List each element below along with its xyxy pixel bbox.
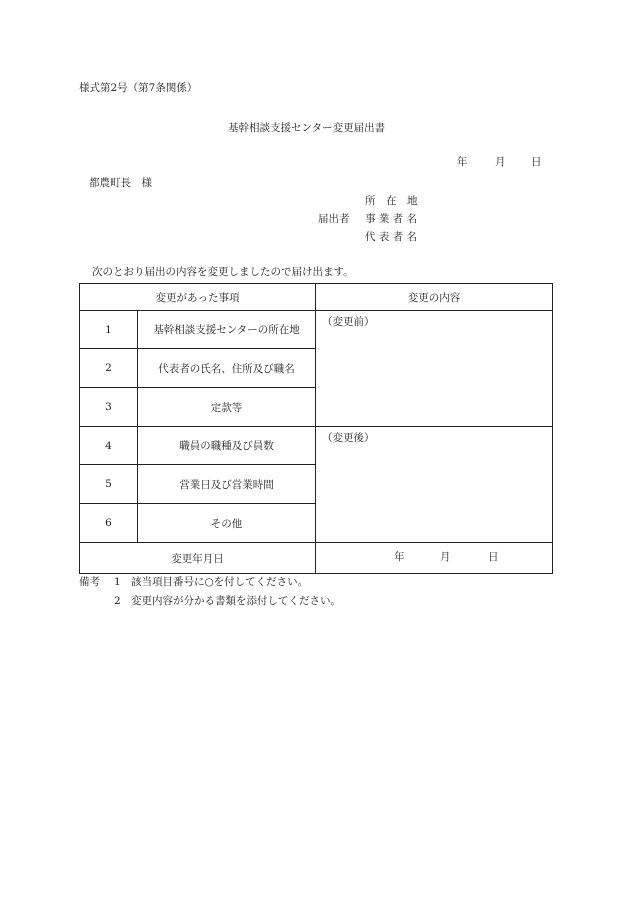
date-year-label: 年	[457, 156, 468, 168]
row-item: その他	[138, 504, 316, 543]
row-item: 職員の職種及び員数	[138, 427, 316, 465]
table-row	[80, 427, 553, 465]
row-item: 定款等	[138, 388, 316, 427]
row-item: 基幹相談支援センターの所在地	[138, 311, 316, 349]
row-number: 5	[80, 465, 138, 504]
note-text: 該当項目番号に○を付してください。	[131, 576, 309, 588]
note-text: 変更内容が分かる書類を添付してください。	[131, 595, 341, 607]
before-change-label: （変更前）	[322, 316, 375, 328]
date-day-label: 日	[531, 156, 542, 168]
date-month-label: 月	[495, 156, 506, 168]
change-form-table	[79, 283, 553, 574]
change-date-month: 月	[440, 551, 451, 563]
header-changed-items: 変更があった事項	[80, 284, 316, 311]
row-item: 代表者の氏名、住所及び職名	[138, 349, 316, 388]
table-header-row	[80, 284, 553, 311]
table-row	[80, 311, 553, 349]
change-date-year: 年	[394, 551, 405, 563]
header-change-content: 変更の内容	[316, 284, 553, 311]
applicant-label: 届出者	[318, 213, 350, 225]
intro-text: 次のとおり届出の内容を変更しましたので届け出ます。	[92, 266, 354, 278]
change-date-label: 変更年月日	[80, 543, 316, 574]
change-date-day: 日	[488, 551, 499, 563]
row-number: 6	[80, 504, 138, 543]
row-number: 2	[80, 349, 138, 388]
change-date-cell	[316, 543, 553, 574]
change-date-row	[80, 543, 553, 574]
notes-label: 備考	[79, 576, 100, 588]
form-reference: 様式第2号（第7条関係）	[79, 82, 198, 94]
applicant-address-label: 所 在 地	[365, 195, 418, 207]
document-title: 基幹相談支援センター変更届出書	[228, 122, 386, 134]
note-number: 1	[114, 576, 121, 588]
applicant-representative-label: 代 表 者 名	[365, 231, 418, 243]
row-number: 3	[80, 388, 138, 427]
note-number: 2	[114, 595, 121, 607]
after-change-label: （変更後）	[322, 432, 375, 444]
row-number: 4	[80, 427, 138, 465]
after-change-cell	[316, 427, 553, 543]
before-change-cell	[316, 311, 553, 427]
row-number: 1	[80, 311, 138, 349]
row-item: 営業日及び営業時間	[138, 465, 316, 504]
addressee: 都農町長 様	[89, 177, 152, 189]
applicant-business-name-label: 事 業 者 名	[365, 213, 418, 225]
